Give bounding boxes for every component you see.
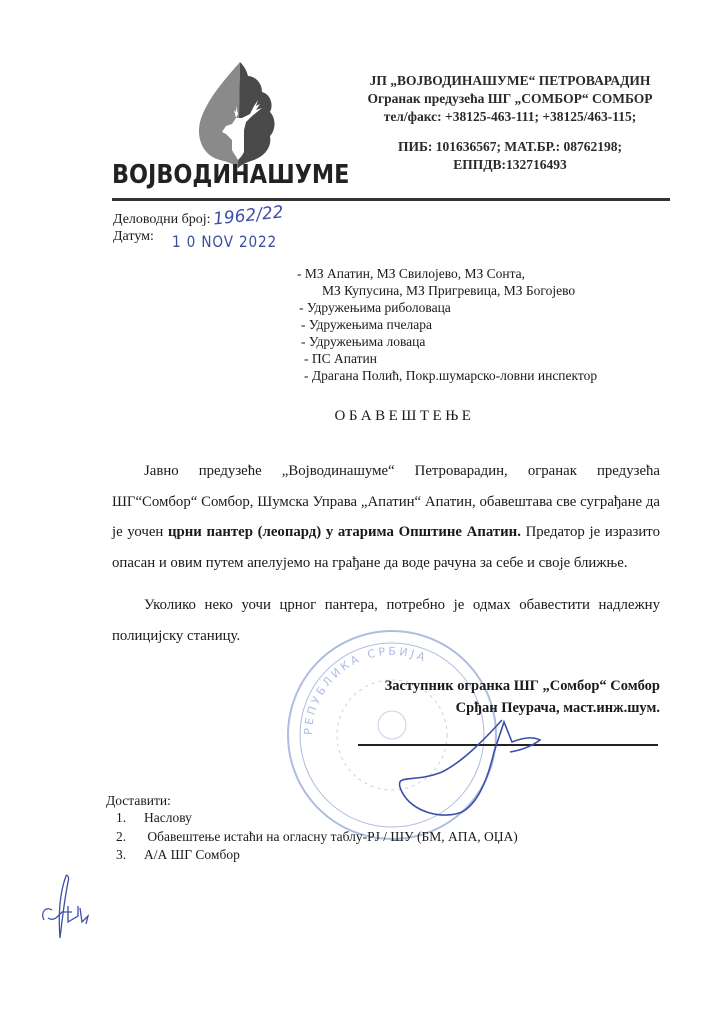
reference-date-label: Датум: <box>113 229 154 244</box>
signatory-title: Заступник огранка ШГ „Сомбор“ Сомбор <box>384 678 660 694</box>
signatory-name: Срђан Пеурача, маст.инж.шум. <box>455 700 660 716</box>
company-name: ЈП „ВОЈВОДИНАШУМЕ“ ПЕТРОВАРАДИН <box>369 73 651 88</box>
deliver-list <box>116 809 518 865</box>
company-branch: Огранак предузећа ШГ „СОМБОР“ СОМБОР <box>367 91 653 106</box>
deliver-item: 1. Наслову <box>116 810 192 825</box>
recipient-item: - МЗ Апатин, МЗ Свилојево, МЗ Сонта, <box>297 266 526 281</box>
company-tax-ids: ПИБ: 101636567; МАТ.БР.: 08762198; <box>398 139 622 154</box>
reference-number-label: Деловодни број: <box>113 212 211 227</box>
notice-body <box>112 456 660 651</box>
deer-leaf-logo-icon <box>196 60 278 168</box>
deliver-item: 2. Обавештење истаћи на огласну таблу-РЈ / ШУ (БМ, АПА, ОЏА) <box>116 828 518 844</box>
header-divider <box>112 198 670 201</box>
notice-highlight: црни пантер (леопард) у атарима Општине Апатин. <box>167 524 521 540</box>
company-header <box>355 72 665 174</box>
deliver-item: 3. А/А ШГ Сомбор <box>116 847 240 862</box>
reference-date-stamp: 1 0 NOV 2022 <box>172 232 278 251</box>
recipient-item: - Удружењима пчелара <box>301 317 432 332</box>
recipient-item: МЗ Купусина, МЗ Пригревица, МЗ Богојево <box>322 283 576 298</box>
recipient-item: - Удружењима риболоваца <box>299 300 451 315</box>
recipient-item: - ПС Апатин <box>304 351 377 366</box>
initials-signature-icon <box>38 872 98 944</box>
handwritten-signature-icon <box>382 712 542 822</box>
document-title: ОБАВЕШТЕЊЕ <box>334 408 475 424</box>
company-phone: тел/факс: +38125-463-111; +38125/463-115; <box>383 109 637 124</box>
company-vat: ЕППДВ:132716493 <box>453 157 567 172</box>
reference-number-value: 1962/22 <box>212 202 285 230</box>
deliver-to-label: Доставити: <box>106 793 171 808</box>
notice-paragraph-1: Јавно предузеће „Војводинашуме“ Петроварадин, огранак предузећа ШГ“Сомбор“ Сомбор, Шумска Управа „Апатин“ Апатин, обавештава све суграђане да је уочен црни пантер (леопард) у атарима Општине Апатин. Предатор је изразито опасан и овим путем апелујемо на грађане да воде рачуна за себе и своје ближње. <box>112 463 660 571</box>
recipient-item: - Драгана Полић, Покр.шумарско-ловни инспектор <box>304 368 598 383</box>
stamp-text: РЕПУБЛИКА СРБИЈА <box>301 644 430 736</box>
logo-wordmark: ВОЈВОДИНАШУМЕ <box>112 160 350 190</box>
notice-paragraph-2: Уколико неко уочи црног пантера, потребно је одмах обавестити надлежну полицијску станицу. <box>112 597 660 644</box>
recipient-item: - Удружењима ловаца <box>301 334 426 349</box>
